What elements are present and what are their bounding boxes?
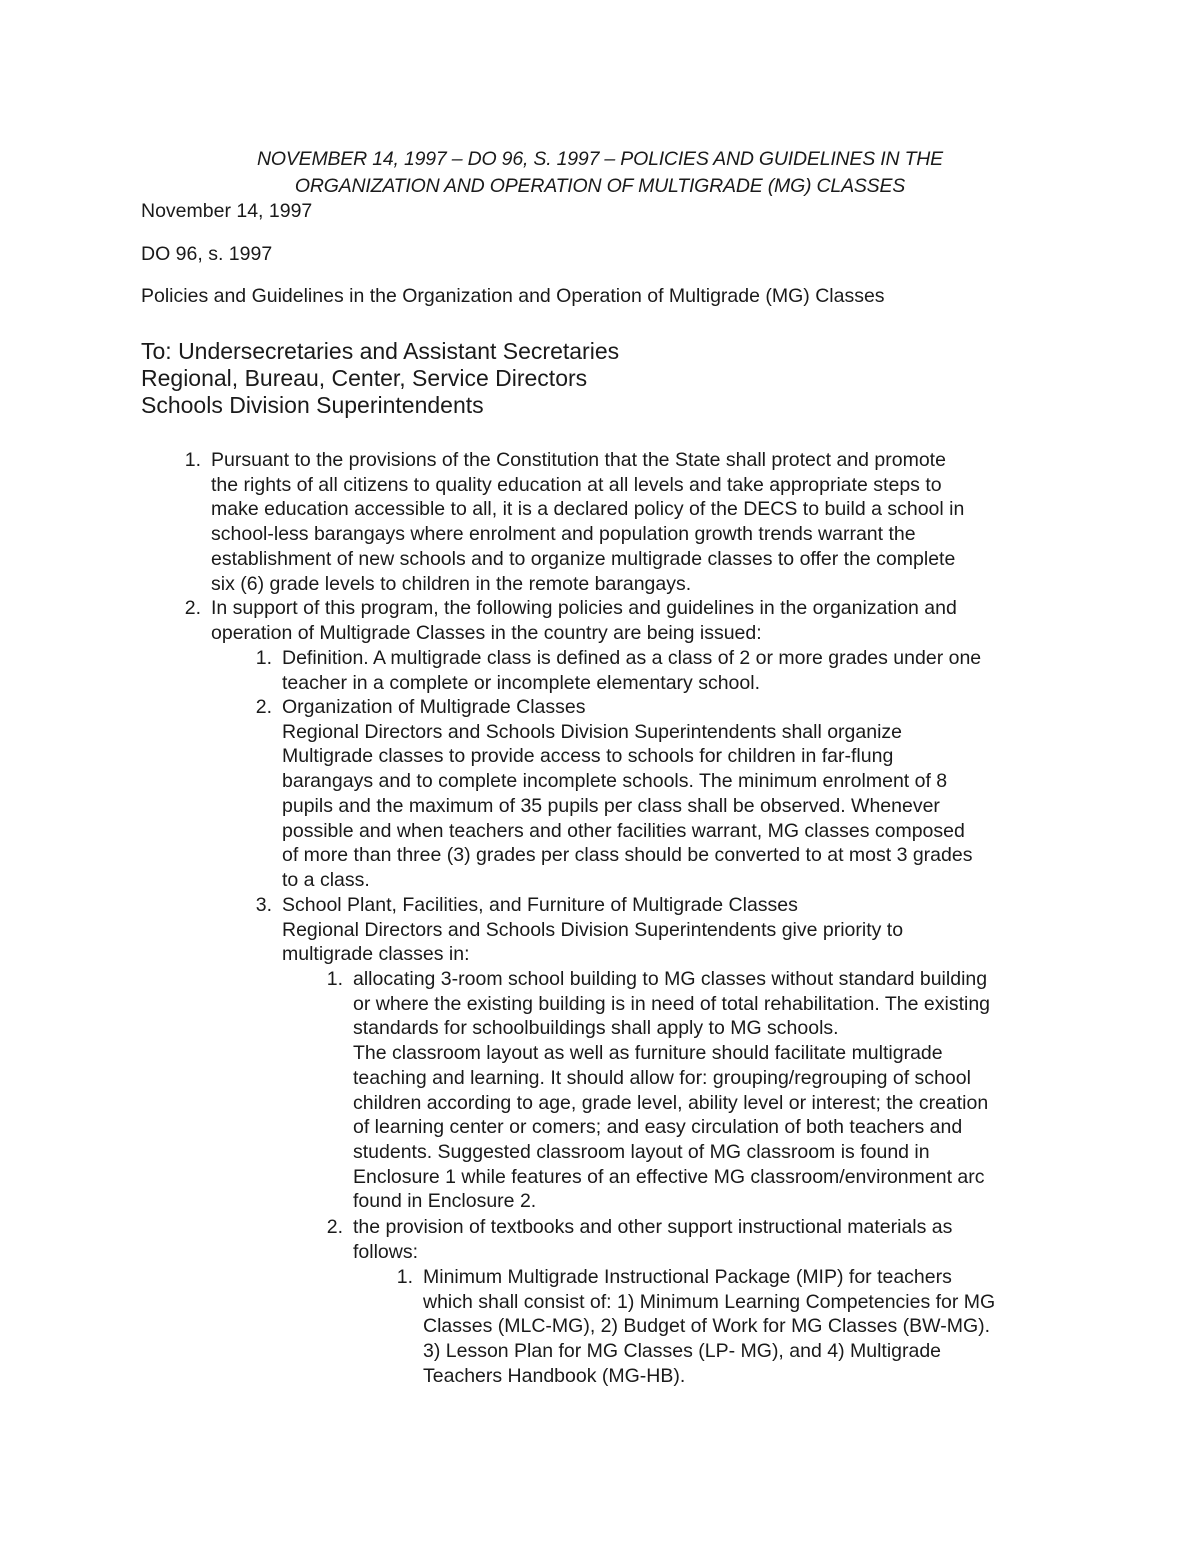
- list-item: [255, 695, 1102, 893]
- list-number: 1.: [396, 1266, 413, 1288]
- order-number: DO 96, s. 1997: [141, 243, 273, 265]
- addressee-line-1: To: Undersecretaries and Assistant Secretaries: [141, 338, 620, 364]
- list-item: [255, 893, 1102, 967]
- list-item-text: Organization of Multigrade Classes Regional Directors and Schools Division Superintendents shall organize Multigrade classes to provide access to schools for children in far-flung barangays and to complete incomplete schools. The minimum enrolment of 8 pupils and the maximum of 35 pupils per class shall be observed. Whenever possible and when teachers and other facilities warrant, MG classes composed of more than three (3) grades per class should be converted to at most 3 grades to a class.: [282, 696, 973, 891]
- list-item-text: allocating 3-room school building to MG classes without standard building or where the existing building is in need of total rehabilitation. The existing standards for schoolbuildings shall apply to MG schools. The classroom layout as well as furniture should facilitate multigrade teaching and learning. It should allow for: grouping/regrouping of school children according to age, grade level, ability level or interest; the creation of learning center or comers; and easy circulation of both teachers and students. Suggested classroom layout of MG classroom is found in Enclosure 1 while features of an effective MG classroom/environment arc found in Enclosure 2.: [353, 968, 991, 1213]
- list-item-text: the provision of textbooks and other support instructional materials as follows:: [353, 1216, 953, 1263]
- document-title: [140, 146, 1060, 200]
- list-item-text: In support of this program, the following policies and guidelines in the organization and operation of Multigrade Classes in the country are being issued:: [211, 597, 957, 644]
- list-number: 2.: [184, 597, 201, 619]
- list-number: 1.: [255, 647, 272, 669]
- list-item-text: Pursuant to the provisions of the Constitution that the State shall protect and promote the rights of all citizens to quality education at all levels and take appropriate steps to make education accessible to all, it is a declared policy of the DECS to build a school in school-less barangays where enrolment and population growth trends warrant the establishment of new schools and to organize multigrade classes to offer the complete six (6) grade levels to children in the remote barangays.: [211, 449, 965, 595]
- list-number: 1.: [184, 449, 201, 471]
- list-item: [255, 646, 1102, 695]
- list-item: [184, 448, 1111, 596]
- addressee-line-2: Regional, Bureau, Center, Service Directors: [141, 365, 588, 391]
- list-item: [326, 1215, 1113, 1264]
- list-item-text: School Plant, Facilities, and Furniture of Multigrade Classes Regional Directors and Schools Division Superintendents give priority to multigrade classes in:: [282, 894, 904, 966]
- list-number: 2.: [326, 1216, 343, 1238]
- addressees: [141, 338, 619, 419]
- list-item-text: Minimum Multigrade Instructional Package (MIP) for teachers which shall consist of: 1) Minimum Learning Competencies for MG Classes (MLC-MG), 2) Budget of Work for MG Classes (BW-MG). 3) Lesson Plan for MG Classes (LP- MG), and 4) Multigrade Teachers Handbook (MG-HB).: [423, 1266, 996, 1387]
- order-subject: Policies and Guidelines in the Organization and Operation of Multigrade (MG) Classes: [141, 285, 885, 307]
- title-line-2: ORGANIZATION AND OPERATION OF MULTIGRADE (MG) CLASSES: [294, 175, 906, 197]
- title-line-1: NOVEMBER 14, 1997 – DO 96, S. 1997 – POLICIES AND GUIDELINES IN THE: [257, 148, 943, 170]
- addressee-line-3: Schools Division Superintendents: [141, 392, 484, 418]
- order-date: November 14, 1997: [141, 200, 313, 222]
- list-item: [326, 967, 1113, 1214]
- list-item-text: Definition. A multigrade class is defined as a class of 2 or more grades under one teacher in a complete or incomplete elementary school.: [282, 647, 982, 694]
- list-item: [396, 1265, 1113, 1389]
- list-item: [184, 596, 1111, 645]
- list-number: 2.: [255, 696, 272, 718]
- list-number: 1.: [326, 968, 343, 990]
- list-number: 3.: [255, 894, 272, 916]
